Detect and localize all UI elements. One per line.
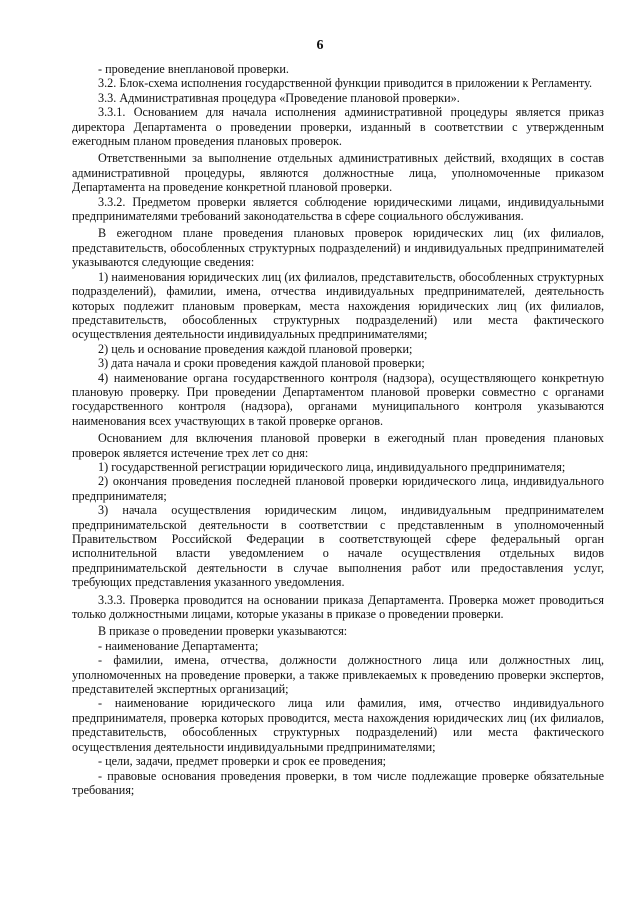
list-item-4-authority: 4) наименование органа государственного контроля (надзора), осуществляющего конкретную плановую проверку. При проведении Департаментом плановой проверки совместно с органами государственного контроля (надзора), органами муниципального контроля указываются наименования всех участвующих в такой проверке органов.	[72, 370, 604, 428]
paragraph-unscheduled-inspection: - проведение внеплановой проверки.	[98, 62, 289, 76]
paragraph-3-3-1: 3.3.1. Основанием для начала исполнения административной процедуры является приказ директора Департамента о проведении проверки, изданный в соответствии с утвержденным ежегодным планом проведения плановых проверок.	[72, 105, 604, 149]
paragraph-order-contents: В приказе о проведении проверки указываются:	[98, 624, 348, 639]
paragraph-annual-plan: В ежегодном плане проведения плановых проверок юридических лиц (их филиалов, представительств, обособленных структурных подразделений) и индивидуальных предпринимателей указываются следующие сведения:	[72, 226, 604, 270]
list-item-department-name: - наименование Департамента;	[98, 638, 259, 653]
list-item-goals: - цели, задачи, предмет проверки и срок ее проведения;	[98, 754, 387, 769]
paragraph-3-3-2: 3.3.2. Предметом проверки является соблюдение юридическими лицами, индивидуальными предпринимателями требований законодательства в сфере социального обслуживания.	[72, 194, 604, 224]
list-item-2-purpose: 2) цель и основание проведения каждой плановой проверки;	[98, 341, 413, 356]
paragraph-inclusion-basis: Основанием для включения плановой проверки в ежегодный план проведения плановых проверок является истечение трех лет со дня:	[72, 431, 604, 460]
list-item-3-activity-start: 3) начала осуществления юридическим лицом, индивидуальным предпринимателем предпринимательской деятельности в соответствии с представленным в уполномоченный Правительством Российской Федерации в соответствующей сфере федеральный орган исполнительной власти уведомлением о начале осуществления отдельных видов предпринимательской деятельности в случае выполнения работ или предоставления услуг, требующих представления указанного уведомления.	[72, 503, 604, 590]
paragraph-3-2: 3.2. Блок-схема исполнения государственной функции приводится в приложении к Регламенту.	[98, 76, 593, 91]
list-item-legal-grounds: - правовые основания проведения проверки, в том числе подлежащие проверке обязательные требования;	[72, 768, 604, 797]
paragraph-3-3-3: 3.3.3. Проверка проводится на основании приказа Департамента. Проверка может проводиться только должностными лицами, которые указаны в приказе о проведении проверки.	[72, 592, 604, 622]
list-item-officials: - фамилии, имена, отчества, должности должностного лица или должностных лиц, уполномоченных на проведение проверки, а также привлекаемых к проведению проверки экспертов, представителей экспертных организаций;	[72, 653, 604, 697]
paragraph-responsible-persons: Ответственными за выполнение отдельных административных действий, входящих в состав административной процедуры, являются должностные лица, уполномоченные приказом Департамента на проведение конкретной плановой проверки.	[72, 151, 604, 195]
document-body	[72, 62, 604, 797]
list-item-entity-name: - наименование юридического лица или фамилия, имя, отчество индивидуального предпринимателя, проверка которых проводится, места нахождения юридических лиц (их филиалов, представительств, обособленных структурных подразделений) или места фактического осуществления деятельности индивидуальными предпринимателями;	[72, 696, 604, 754]
list-item-1-registration: 1) государственной регистрации юридического лица, индивидуального предпринимателя;	[98, 459, 566, 474]
list-item-3-dates: 3) дата начала и сроки проведения каждой плановой проверки;	[98, 356, 425, 371]
list-item-2-last-inspection: 2) окончания проведения последней плановой проверки юридического лица, индивидуального предпринимателя;	[72, 474, 604, 503]
list-item-1-names: 1) наименования юридических лиц (их филиалов, представительств, обособленных структурных подразделений), фамилии, имена, отчества индивидуальных предпринимателей, деятельность которых подлежит плановым проверкам, места нахождения юридических лиц (их филиалов, представительств, обособленных структурных подразделений) или места фактического осуществления деятельности индивидуальных предпринимателями;	[72, 269, 604, 342]
page-number: 6	[316, 38, 324, 53]
paragraph-3-3: 3.3. Административная процедура «Проведение плановой проверки».	[98, 90, 460, 105]
